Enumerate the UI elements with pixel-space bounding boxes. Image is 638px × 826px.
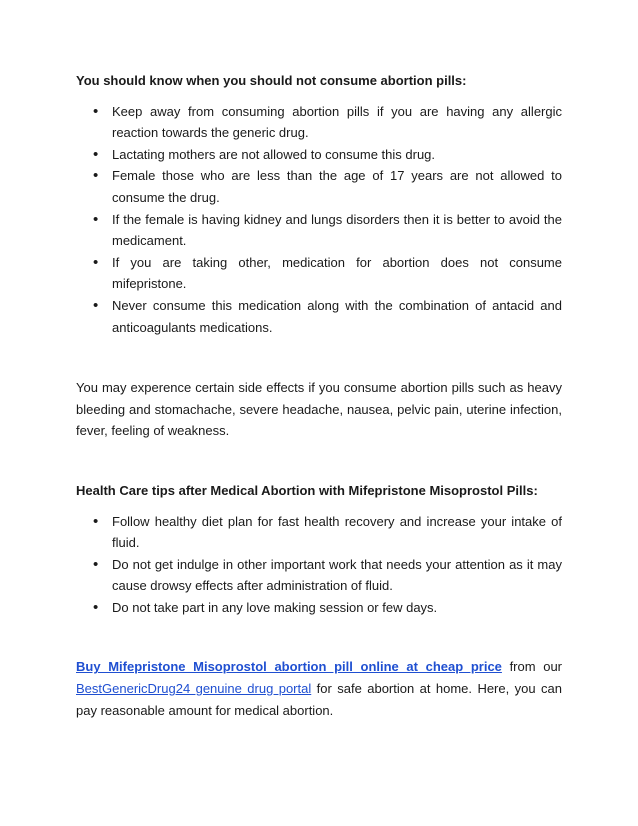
list-item: • Follow healthy diet plan for fast health recovery and increase your intake of fluid. xyxy=(112,511,562,554)
list-item: • Lactating mothers are not allowed to consume this drug. xyxy=(112,144,562,166)
health-care-tips-list xyxy=(76,511,562,619)
drug-portal-link[interactable]: BestGenericDrug24 genuine drug portal xyxy=(76,681,312,697)
section-heading-health-care-tips: Health Care tips after Medical Abortion with Mifepristone Misoprostol Pills: xyxy=(76,482,538,498)
closing-text-connector: from our xyxy=(501,659,563,675)
document-page xyxy=(76,70,562,721)
contraindications-list xyxy=(76,101,562,339)
list-item: • Do not get indulge in other important work that needs your attention as it may cause drowsy effects after administration of fluid. xyxy=(112,554,562,597)
closing-text-tail: for safe abortion at home. Here, you can pay reasonable amount for medical abortion. xyxy=(76,681,562,718)
list-item: • Do not take part in any love making session or few days. xyxy=(112,597,562,619)
list-item: • Female those who are less than the age of 17 years are not allowed to consume the drug. xyxy=(112,165,562,208)
section-heading-contraindications: You should know when you should not consume abortion pills: xyxy=(76,73,467,88)
buy-pill-link[interactable]: Buy Mifepristone Misoprostol abortion pill online at cheap price xyxy=(76,659,502,675)
list-item: • Never consume this medication along with the combination of antacid and anticoagulants medications. xyxy=(112,295,562,338)
side-effects-paragraph: You may experence certain side effects if you consume abortion pills such as heavy bleeding and stomachache, severe headache, nausea, pelvic pain, uterine infection, fever, feeling of weakness. xyxy=(76,380,562,439)
closing-paragraph xyxy=(76,656,562,721)
list-item: • If you are taking other, medication for abortion does not consume mifepristone. xyxy=(112,252,562,295)
list-item: • Keep away from consuming abortion pills if you are having any allergic reaction towards the generic drug. xyxy=(112,101,562,144)
list-item: • If the female is having kidney and lungs disorders then it is better to avoid the medicament. xyxy=(112,209,562,252)
